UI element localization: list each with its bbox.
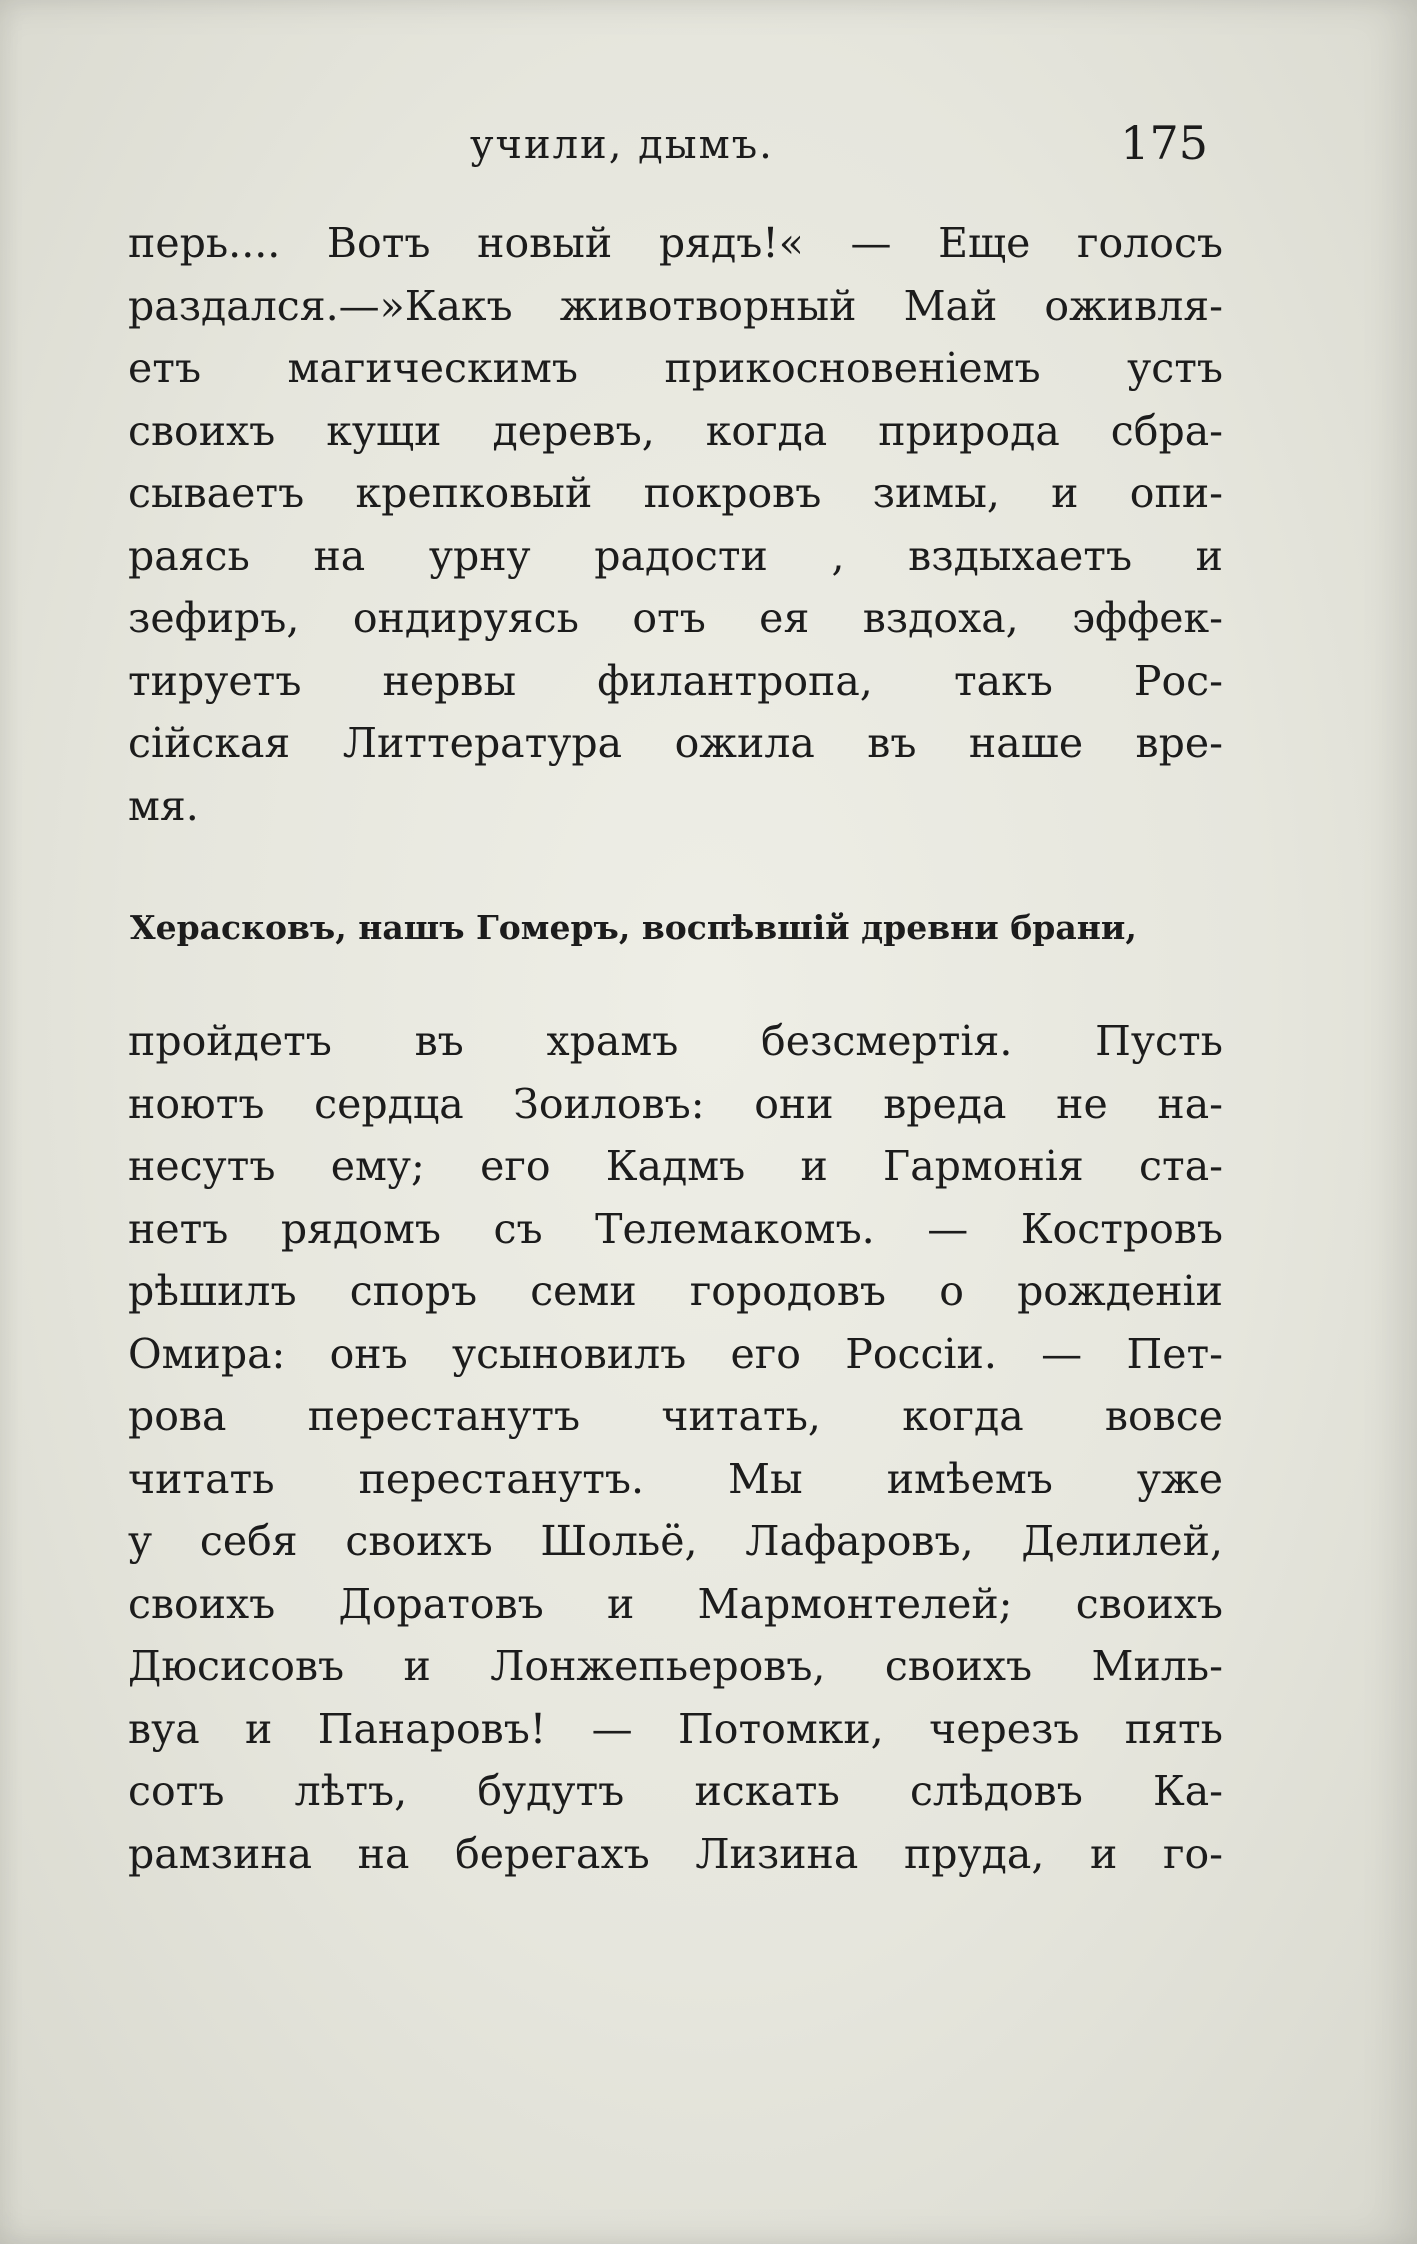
text-line: нетъ рядомъ съ Телемакомъ. — Костровъ: [128, 1204, 1223, 1253]
text-line: сываетъ крепковый покровъ зимы, и опи-: [128, 469, 1223, 517]
text-line: ноютъ сердца Зоиловъ: они вреда не на-: [128, 1079, 1223, 1128]
verse-quotation: Херасковъ, нашъ Гомеръ, воспѣвшiй древни брани,: [130, 908, 1137, 947]
text-line: несутъ ему; его Кадмъ и Гармонiя ста-: [128, 1142, 1223, 1190]
text-line: тируетъ нервы филантропа, такъ Рос-: [128, 656, 1223, 705]
text-line: сотъ лѣтъ, будутъ искать слѣдовъ Ка-: [128, 1767, 1223, 1815]
text-line: рова перестанутъ читать, когда вовсе: [128, 1392, 1223, 1440]
paragraph-1: [128, 212, 1223, 837]
text-line: своихъ кущи деревъ, когда природа сбра-: [128, 406, 1223, 455]
text-line: у себя своихъ Шольё, Лафаровъ, Делилей,: [128, 1517, 1223, 1565]
text-line: рамзина на берегахъ Лизина пруда, и го-: [128, 1829, 1223, 1878]
running-title: учили, дымъ.: [470, 122, 774, 168]
text-line: Омира: онъ усыновилъ его Россiи. — Пет-: [128, 1329, 1223, 1378]
text-line: рѣшилъ споръ семи городовъ о рожденiи: [128, 1267, 1223, 1315]
text-line: раясь на урну радости , вздыхаетъ и: [128, 531, 1223, 580]
text-line: вуа и Панаровъ! — Потомки, черезъ пять: [128, 1704, 1223, 1753]
text-line: читать перестанутъ. Мы имѣемъ уже: [128, 1454, 1223, 1503]
text-line: мя.: [128, 781, 199, 830]
text-line: перь.... Вотъ новый рядъ!« — Еще голосъ: [128, 219, 1223, 267]
paragraph-2: [128, 1010, 1223, 1885]
text-line: пройдетъ въ храмъ безсмертiя. Пусть: [128, 1017, 1223, 1065]
text-line: сiйская Литтература ожила въ наше вре-: [128, 719, 1223, 767]
text-line: раздался.—»Какъ животворный Май оживля-: [128, 281, 1223, 330]
text-line: своихъ Доратовъ и Мармонтелей; своихъ: [128, 1579, 1223, 1628]
running-header: [130, 112, 1220, 182]
text-line: етъ магическимъ прикосновенiемъ устъ: [128, 344, 1223, 392]
text-line: зефиръ, ондируясь отъ ея вздоха, эффек-: [128, 594, 1223, 642]
page-number: 175: [1120, 116, 1208, 170]
text-line: Дюсисовъ и Лонжепьеровъ, своихъ Миль-: [128, 1642, 1223, 1690]
